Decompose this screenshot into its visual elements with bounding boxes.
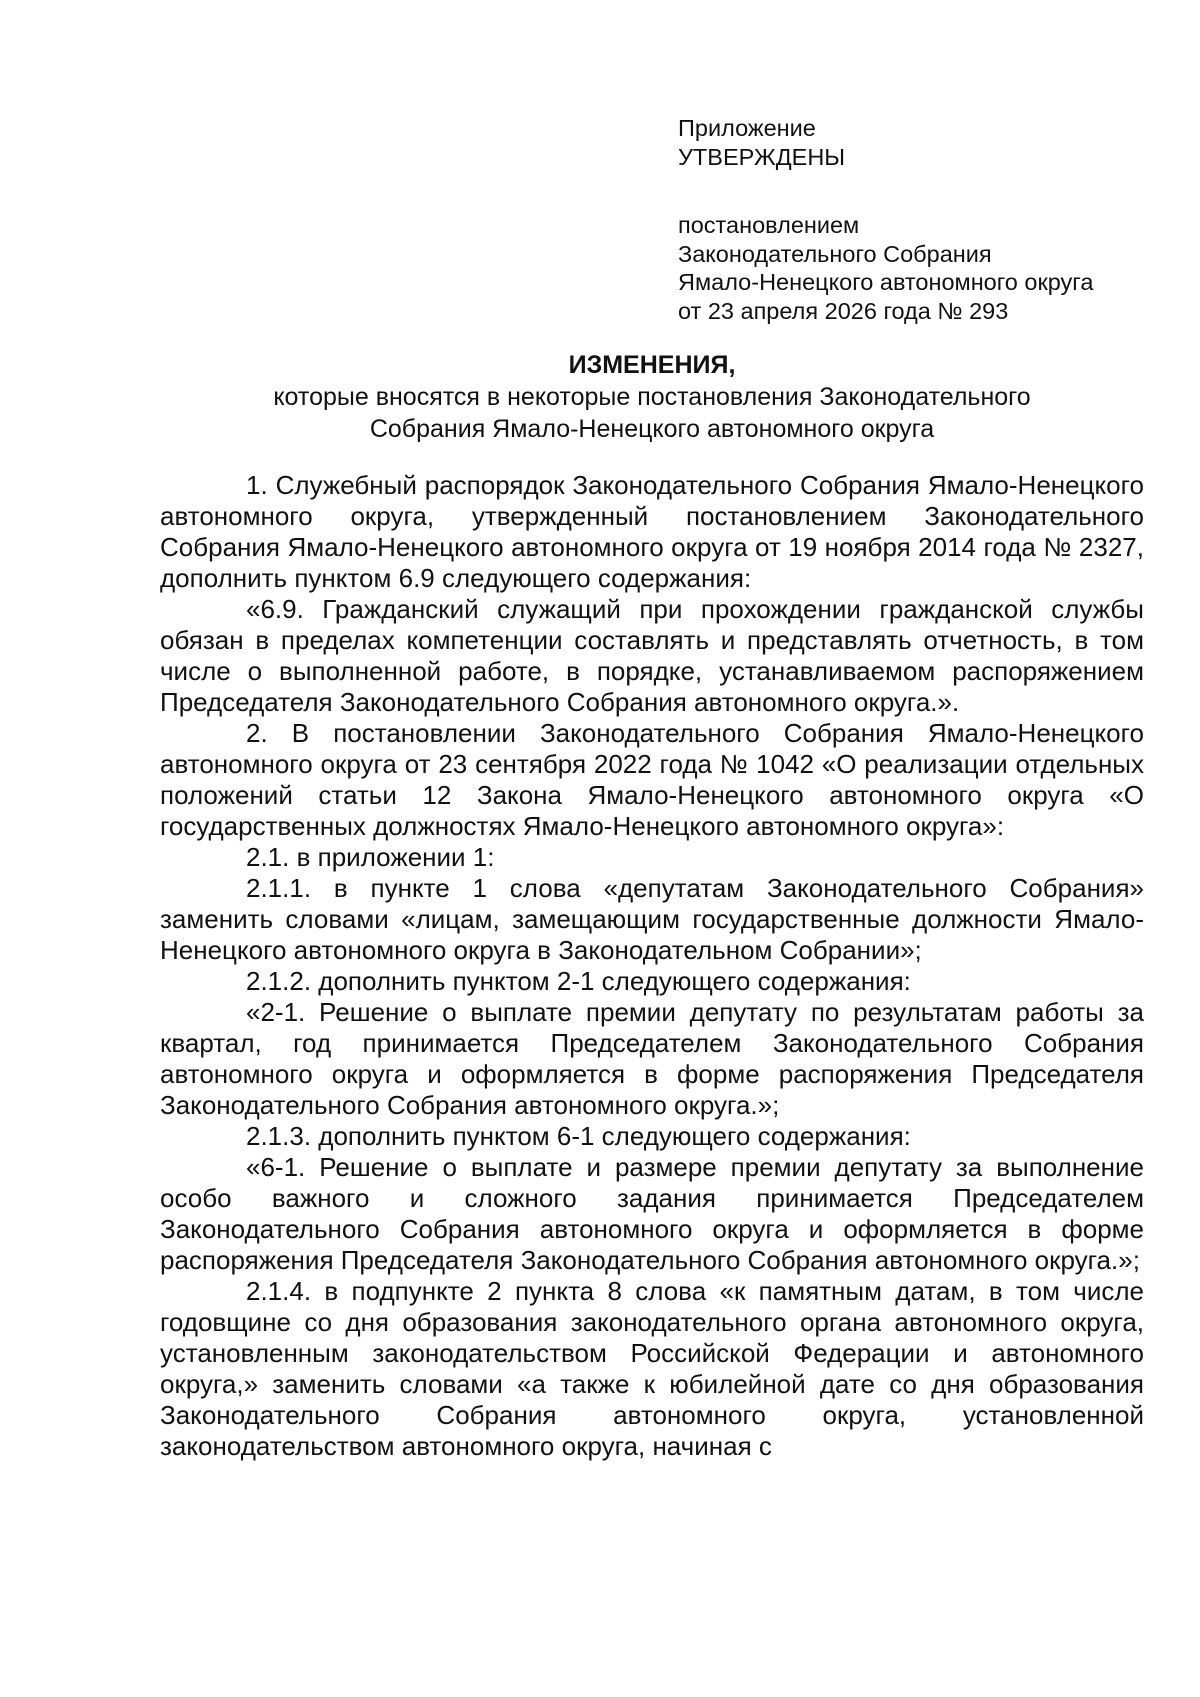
approval-spacer xyxy=(678,171,1158,211)
approval-block xyxy=(678,114,1158,325)
paragraph-8: 2.1.3. дополнить пунктом 6-1 следующего содержания: xyxy=(246,1121,911,1151)
paragraph-6: 2.1.2. дополнить пунктом 2-1 следующего содержания: xyxy=(246,966,911,996)
paragraph-7: «2-1. Решение о выплате премии депутату по результатам работы за квартал, год принимается Председателем Законодательного Собрания автономного округа и оформляется в форме распоряжения Председателя Законодательного Собрания автономного округа.»; xyxy=(160,997,1144,1120)
paragraph-5: 2.1.1. в пункте 1 слова «депутатам Законодательного Собрания» заменить словами «лицам, замещающим государственные должности Ямало-Ненецкого автономного округа в Законодательном Собрании»; xyxy=(160,873,1144,965)
document-body xyxy=(160,470,1144,1462)
approval-resolution-label: постановлением xyxy=(678,212,860,238)
approval-date-number: от 23 апреля 2026 года № 293 xyxy=(678,297,1009,324)
paragraph-3: 2. В постановлении Законодательного Собрания Ямало-Ненецкого автономного округа от 23 сентября 2022 года № 1042 «О реализации отдельных положений статьи 12 Закона Ямало-Ненецкого автономного округа «О государственных должностях Ямало-Ненецкого автономного округа»: xyxy=(160,718,1144,841)
approval-body-name: Законодательного Собрания xyxy=(678,240,992,267)
paragraph-4: 2.1. в приложении 1: xyxy=(246,842,495,872)
paragraph-1: 1. Служебный распорядок Законодательного Собрания Ямало-Ненецкого автономного округа, утвержденный постановлением Законодательного Собрания Ямало-Ненецкого автономного округа от 19 ноября 2014 года № 2327, дополнить пунктом 6.9 следующего содержания: xyxy=(160,470,1144,593)
paragraph-10: 2.1.4. в подпункте 2 пункта 8 слова «к памятным датам, в том числе годовщине со дня образования законодательного органа автономного округа, установленным законодательством Российской Федерации и автономного округа,» заменить словами «а также к юбилейной дате со дня образования Законодательного Собрания автономного округа, установленной законодательством автономного округа, начиная с xyxy=(160,1276,1144,1461)
document-subtitle-line-1: которые вносятся в некоторые постановления Законодательного xyxy=(273,383,1031,411)
approval-approved-label: УТВЕРЖДЕНЫ xyxy=(678,143,846,170)
approval-region-name: Ямало-Ненецкого автономного округа xyxy=(678,269,1094,295)
document-title: ИЗМЕНЕНИЯ, xyxy=(568,351,736,379)
document-subtitle-line-2: Собрания Ямало-Ненецкого автономного округа xyxy=(369,415,935,443)
paragraph-9: «6-1. Решение о выплате и размере премии депутату за выполнение особо важного и сложного задания принимается Председателем Законодательного Собрания автономного округа и оформляется в форме распоряжения Председателя Законодательного Собрания автономного округа.»; xyxy=(160,1152,1144,1275)
paragraph-2: «6.9. Гражданский служащий при прохождении гражданской службы обязан в пределах компетенции составлять и представлять отчетность, в том числе о выполненной работе, в порядке, устанавливаемом распоряжением Председателя Законодательного Собрания автономного округа.». xyxy=(160,594,1144,717)
approval-appendix-label: Приложение xyxy=(678,115,816,141)
document-heading xyxy=(160,349,1144,445)
